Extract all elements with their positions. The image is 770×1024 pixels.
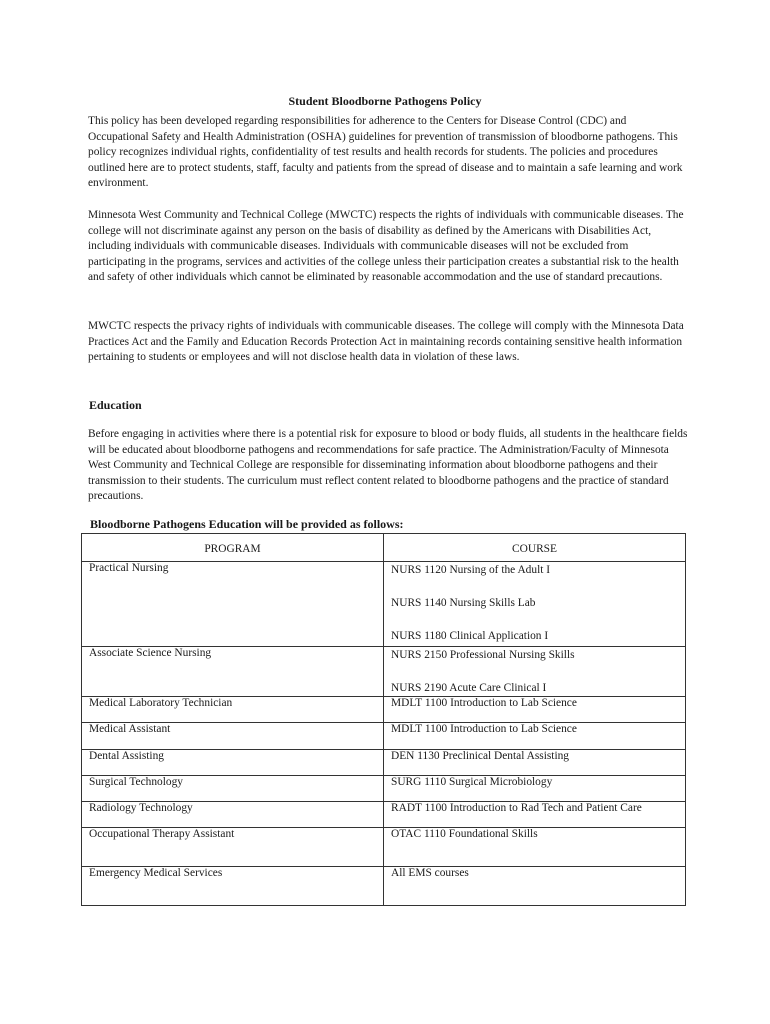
education-paragraph: Before engaging in activities where there is a potential risk for exposure to blood or body fluids, all students in the healthcare fields will be educated about bloodborne pathogens and recommendations for safe practice. The Administration/Faculty of Minnesota West Community and Technical College are responsible for disseminating information about bloodborne pathogens and their transmission to their students. The curriculum must reflect content related to bloodborne pathogens and the practice of standard precautions. [88, 428, 688, 503]
program-column-header: PROGRAM [82, 534, 384, 562]
program-cell: Radiology Technology [82, 801, 384, 827]
program-cell: Emergency Medical Services [82, 866, 384, 905]
table-row [82, 749, 686, 775]
course-cell: MDLT 1100 Introduction to Lab Science [384, 723, 686, 749]
course-cell: RADT 1100 Introduction to Rad Tech and Patient Care [384, 801, 686, 827]
page-title: Student Bloodborne Pathogens Policy [288, 94, 482, 108]
program-cell: Practical Nursing [82, 562, 384, 647]
course-item: NURS 1140 Nursing Skills Lab [391, 597, 536, 610]
course-cell [384, 647, 686, 697]
program-cell: Dental Assisting [82, 749, 384, 775]
program-cell: Medical Assistant [82, 723, 384, 749]
course-cell: MDLT 1100 Introduction to Lab Science [384, 697, 686, 723]
course-item: NURS 1180 Clinical Application I [391, 630, 549, 643]
table-row [82, 801, 686, 827]
education-heading: Education [89, 398, 142, 412]
table-row [82, 723, 686, 749]
table-header-row [82, 534, 686, 562]
table-row [82, 647, 686, 697]
table-row [82, 866, 686, 905]
course-cell: SURG 1110 Surgical Microbiology [384, 775, 686, 801]
course-cell [384, 562, 686, 647]
table-row [82, 775, 686, 801]
program-cell: Surgical Technology [82, 775, 384, 801]
program-course-table [81, 533, 686, 906]
program-cell: Occupational Therapy Assistant [82, 827, 384, 866]
nondiscrimination-paragraph: Minnesota West Community and Technical College (MWCTC) respects the rights of individuals with communicable diseases. The college will not discriminate against any person on the basis of disability as defined by the Americans with Disabilities Act, including individuals with communicable diseases. Individuals with communicable diseases will not be excluded from participating in the programs, services and activities of the college unless their participation creates a substantial risk to the health and safety of other individuals which cannot be eliminated by reasonable accommodation and the use of standard precautions. [88, 209, 684, 284]
course-column-header: COURSE [384, 534, 686, 562]
table-row [82, 697, 686, 723]
course-cell: DEN 1130 Preclinical Dental Assisting [384, 749, 686, 775]
table-row [82, 562, 686, 647]
course-item: NURS 1120 Nursing of the Adult I [391, 564, 551, 577]
intro-paragraph: This policy has been developed regarding responsibilities for adherence to the Centers for Disease Control (CDC) and Occupational Safety and Health Administration (OSHA) guidelines for prevention of transmission of bloodborne pathogens. This policy recognizes individual rights, confidentiality of test results and health records for students. The policies and procedures outlined here are to protect students, staff, faculty and patients from the spread of disease and to maintain a safe learning and work environment. [88, 115, 683, 190]
program-cell: Medical Laboratory Technician [82, 697, 384, 723]
table-heading: Bloodborne Pathogens Education will be provided as follows: [90, 517, 404, 531]
privacy-paragraph: MWCTC respects the privacy rights of individuals with communicable diseases. The college will comply with the Minnesota Data Practices Act and the Family and Education Records Protection Act in maintaining records containing sensitive health information pertaining to students or employees and will not disclose health data in violation of these laws. [88, 320, 684, 364]
course-item: NURS 2190 Acute Care Clinical I [391, 682, 547, 695]
program-cell: Associate Science Nursing [82, 647, 384, 697]
course-cell: OTAC 1110 Foundational Skills [384, 827, 686, 866]
course-item: NURS 2150 Professional Nursing Skills [391, 649, 575, 662]
table-row [82, 827, 686, 866]
course-cell: All EMS courses [384, 866, 686, 905]
